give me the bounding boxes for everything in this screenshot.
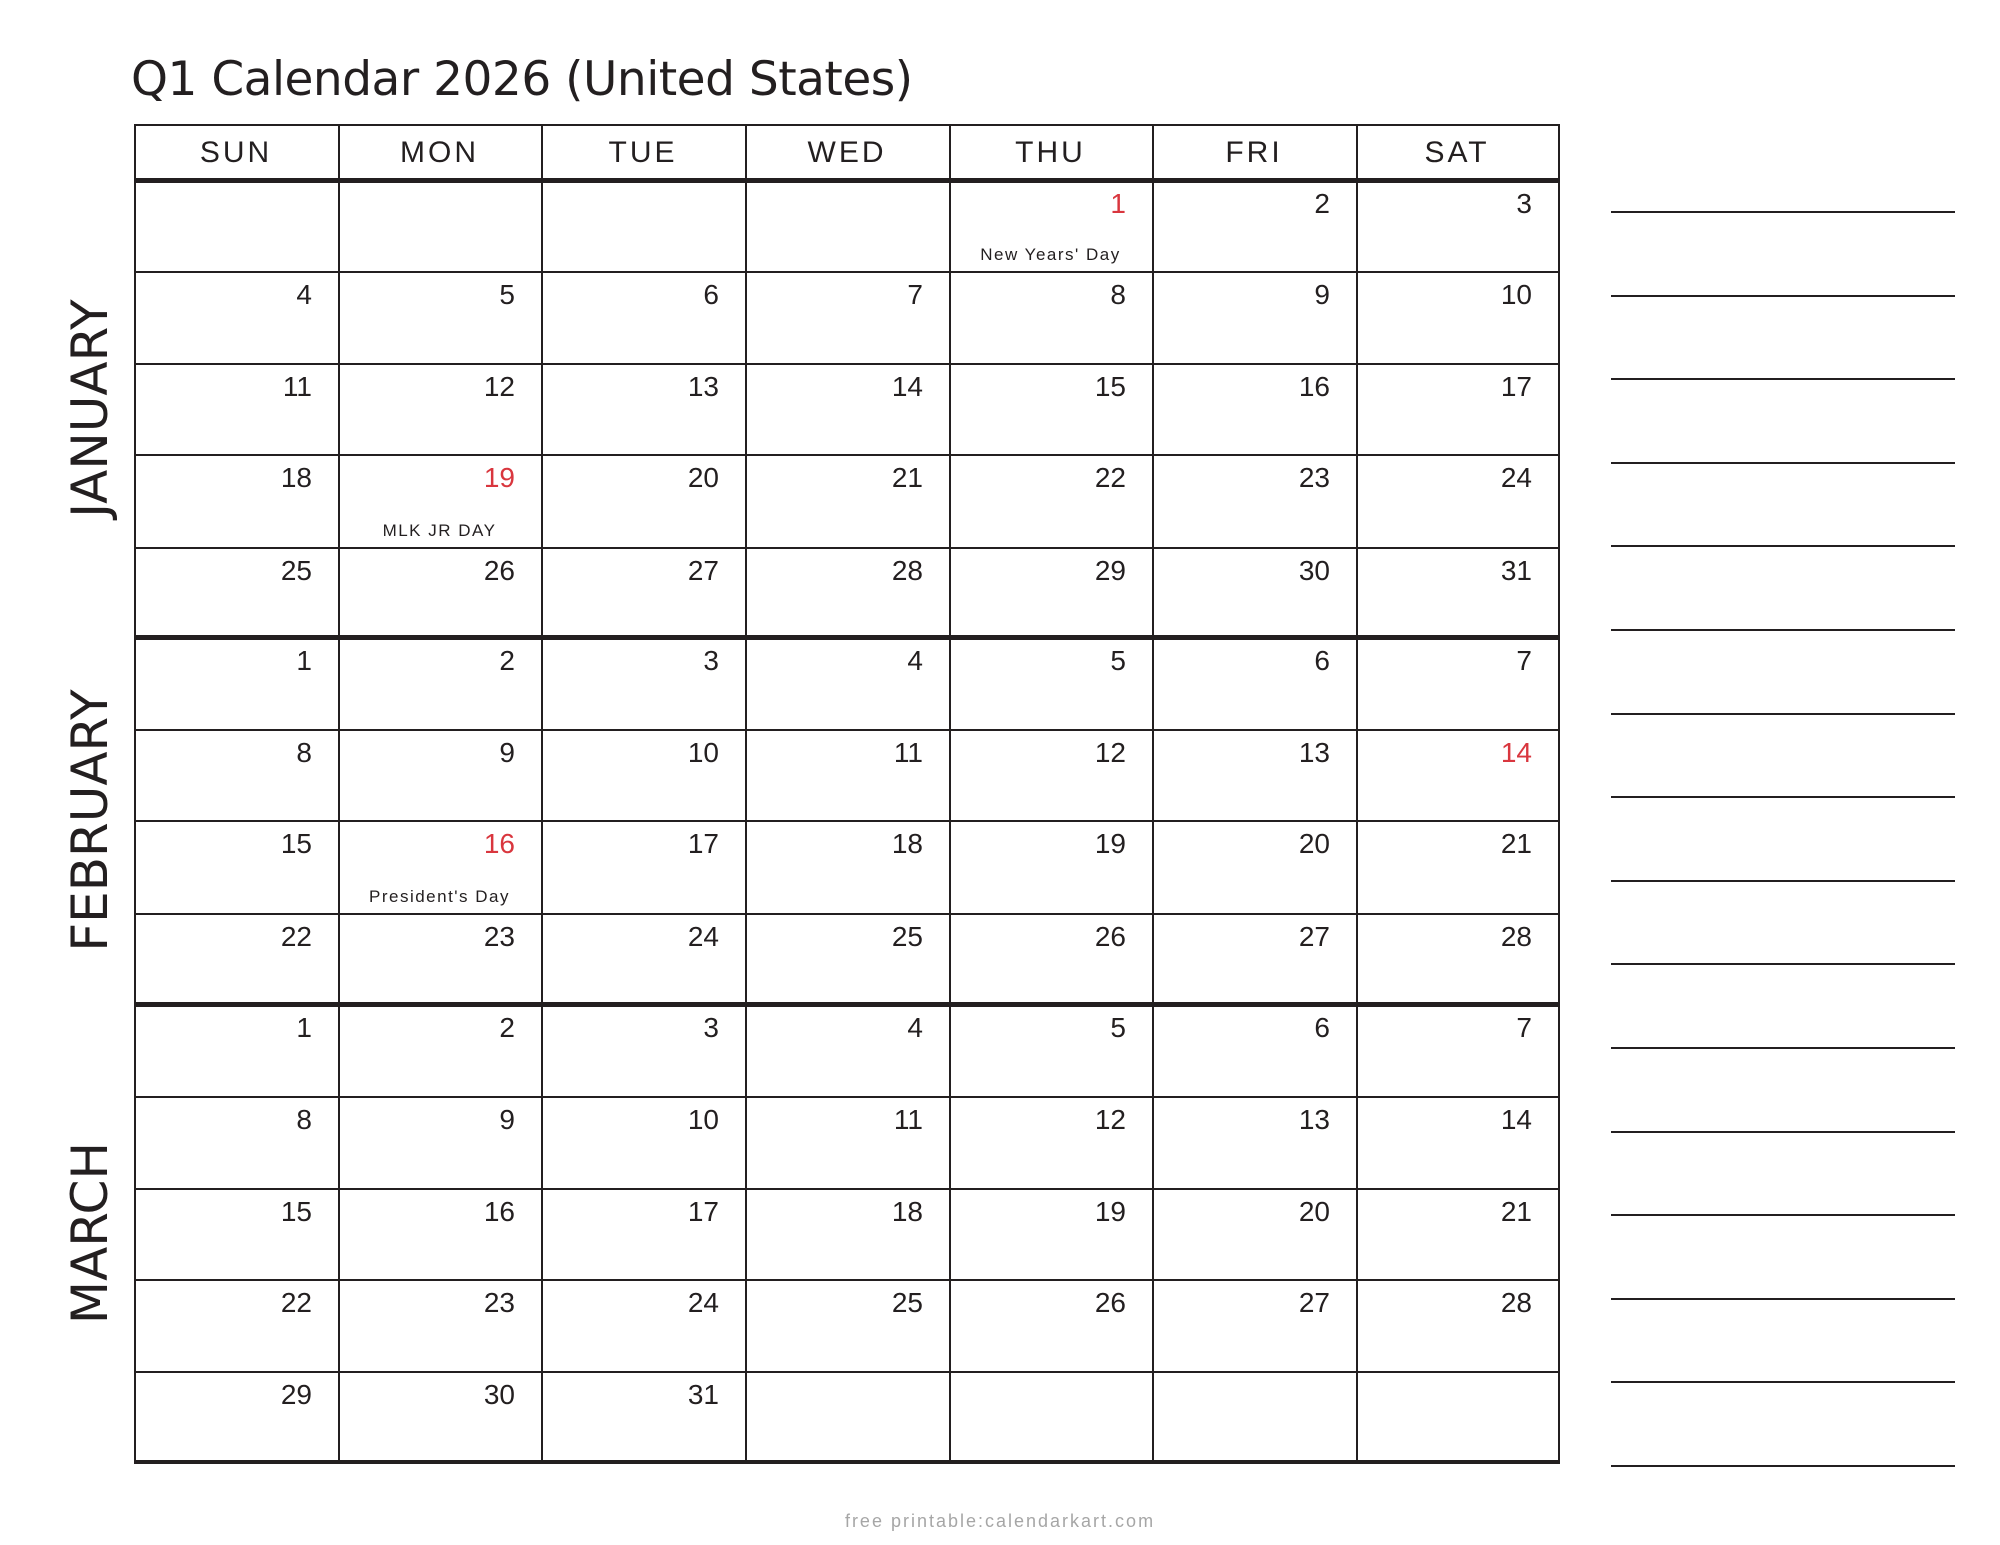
day-cell[interactable] <box>1152 547 1356 637</box>
day-number: 7 <box>1516 1012 1532 1043</box>
day-cell[interactable] <box>1356 1279 1558 1371</box>
day-cell[interactable] <box>949 454 1152 547</box>
day-number: 23 <box>483 921 515 952</box>
day-cell[interactable] <box>134 1279 338 1371</box>
day-cell[interactable] <box>949 180 1152 271</box>
day-cell[interactable] <box>338 1371 541 1462</box>
day-cell[interactable] <box>338 271 541 363</box>
day-number: 5 <box>499 279 515 310</box>
grid-column-line <box>1558 124 1560 1462</box>
holiday-day-number: 14 <box>1500 737 1532 768</box>
weekday-header-sat: SAT <box>1424 136 1490 169</box>
note-line[interactable] <box>1611 1381 1955 1383</box>
day-number: 25 <box>891 1287 923 1318</box>
day-cell[interactable] <box>1356 820 1558 913</box>
month-label-january: JANUARY <box>61 299 119 518</box>
day-cell[interactable] <box>745 271 949 363</box>
day-cell[interactable] <box>541 1096 745 1188</box>
day-cell[interactable] <box>541 547 745 637</box>
day-number: 16 <box>1298 371 1330 402</box>
weekday-header-mon: MON <box>400 136 479 169</box>
day-number: 5 <box>1110 1012 1126 1043</box>
day-cell[interactable] <box>1152 1096 1356 1188</box>
day-number: 3 <box>703 645 719 676</box>
day-cell[interactable] <box>541 454 745 547</box>
day-number: 30 <box>483 1379 515 1410</box>
day-cell[interactable] <box>745 1279 949 1371</box>
day-cell[interactable] <box>338 1279 541 1371</box>
day-number: 19 <box>1094 828 1126 859</box>
day-number: 27 <box>1298 921 1330 952</box>
day-number: 11 <box>893 1104 923 1135</box>
day-cell[interactable] <box>338 180 541 271</box>
day-number: 5 <box>1110 645 1126 676</box>
note-line[interactable] <box>1611 629 1955 631</box>
day-cell[interactable] <box>1356 913 1558 1004</box>
day-cell[interactable] <box>338 547 541 637</box>
day-number: 13 <box>1298 737 1330 768</box>
day-cell[interactable] <box>1356 547 1558 637</box>
day-cell[interactable] <box>541 913 745 1004</box>
day-number: 20 <box>1298 1196 1330 1227</box>
day-cell[interactable] <box>1152 729 1356 820</box>
day-number: 11 <box>282 371 312 402</box>
day-number: 2 <box>1314 188 1330 219</box>
holiday-label: President's Day <box>368 887 511 906</box>
note-line[interactable] <box>1611 462 1955 464</box>
day-number: 2 <box>499 645 515 676</box>
day-cell[interactable] <box>134 729 338 820</box>
day-number: 2 <box>499 1012 515 1043</box>
day-cell[interactable] <box>338 454 541 547</box>
day-number: 22 <box>280 921 312 952</box>
day-cell[interactable] <box>745 547 949 637</box>
day-cell[interactable] <box>745 454 949 547</box>
weekday-header-thu: THU <box>1015 136 1086 169</box>
day-cell[interactable] <box>338 913 541 1004</box>
day-number: 20 <box>687 462 719 493</box>
day-cell[interactable] <box>949 820 1152 913</box>
day-number: 8 <box>1110 279 1126 310</box>
day-cell[interactable] <box>134 180 338 271</box>
note-line[interactable] <box>1611 211 1955 213</box>
note-line[interactable] <box>1611 1465 1955 1467</box>
day-cell[interactable] <box>1152 820 1356 913</box>
day-number: 23 <box>483 1287 515 1318</box>
day-cell[interactable] <box>949 913 1152 1004</box>
day-cell[interactable] <box>1152 180 1356 271</box>
day-number: 15 <box>280 828 312 859</box>
day-cell[interactable] <box>541 1371 745 1462</box>
day-number: 15 <box>1094 371 1126 402</box>
holiday-day-number: 19 <box>483 462 515 493</box>
day-number: 17 <box>687 828 719 859</box>
day-number: 14 <box>891 371 923 402</box>
day-cell[interactable] <box>1152 1004 1356 1096</box>
day-number: 3 <box>703 1012 719 1043</box>
day-number: 31 <box>687 1379 719 1410</box>
day-number: 10 <box>687 737 719 768</box>
day-number: 23 <box>1298 462 1330 493</box>
day-number: 15 <box>280 1196 312 1227</box>
day-cell[interactable] <box>1152 1188 1356 1279</box>
day-number: 9 <box>499 737 515 768</box>
day-number: 28 <box>1500 1287 1532 1318</box>
day-cell[interactable] <box>541 729 745 820</box>
note-line[interactable] <box>1611 545 1955 547</box>
day-cell[interactable] <box>541 180 745 271</box>
day-number: 27 <box>1298 1287 1330 1318</box>
day-number: 18 <box>891 1196 923 1227</box>
day-number: 31 <box>1500 555 1532 586</box>
day-cell[interactable] <box>134 363 338 454</box>
note-line[interactable] <box>1611 713 1955 715</box>
day-cell[interactable] <box>541 1279 745 1371</box>
day-cell[interactable] <box>541 1188 745 1279</box>
day-cell[interactable] <box>949 1096 1152 1188</box>
day-number: 4 <box>907 645 923 676</box>
day-cell[interactable] <box>949 271 1152 363</box>
day-cell[interactable] <box>1356 1371 1558 1462</box>
day-cell[interactable] <box>745 913 949 1004</box>
day-number: 12 <box>1094 737 1126 768</box>
day-number: 29 <box>1094 555 1126 586</box>
day-number: 17 <box>1500 371 1532 402</box>
holiday-day-number: 1 <box>1110 188 1126 219</box>
day-number: 24 <box>1500 462 1532 493</box>
day-number: 28 <box>1500 921 1532 952</box>
note-line[interactable] <box>1611 378 1955 380</box>
holiday-label: MLK JR DAY <box>382 521 497 540</box>
day-number: 13 <box>687 371 719 402</box>
note-line[interactable] <box>1611 1131 1955 1133</box>
day-cell[interactable] <box>1356 1004 1558 1096</box>
day-number: 9 <box>1314 279 1330 310</box>
holiday-label: New Years' Day <box>980 245 1121 264</box>
day-number: 22 <box>1094 462 1126 493</box>
day-number: 24 <box>687 921 719 952</box>
day-cell[interactable] <box>338 1004 541 1096</box>
day-number: 8 <box>296 737 312 768</box>
day-cell[interactable] <box>338 637 541 729</box>
day-cell[interactable] <box>541 820 745 913</box>
day-number: 1 <box>296 645 312 676</box>
day-cell[interactable] <box>949 1188 1152 1279</box>
day-cell[interactable] <box>541 637 745 729</box>
day-cell[interactable] <box>1152 1371 1356 1462</box>
note-line[interactable] <box>1611 880 1955 882</box>
day-number: 8 <box>296 1104 312 1135</box>
day-number: 12 <box>1094 1104 1126 1135</box>
day-cell[interactable] <box>745 1096 949 1188</box>
day-cell[interactable] <box>1356 637 1558 729</box>
day-number: 13 <box>1298 1104 1330 1135</box>
day-number: 27 <box>687 555 719 586</box>
day-number: 12 <box>483 371 515 402</box>
day-cell[interactable] <box>1356 363 1558 454</box>
day-number: 26 <box>1094 1287 1126 1318</box>
day-number: 17 <box>687 1196 719 1227</box>
day-cell[interactable] <box>745 820 949 913</box>
day-number: 25 <box>280 555 312 586</box>
day-cell[interactable] <box>134 271 338 363</box>
day-number: 6 <box>1314 645 1330 676</box>
day-cell[interactable] <box>1152 363 1356 454</box>
day-number: 29 <box>280 1379 312 1410</box>
day-cell[interactable] <box>1152 913 1356 1004</box>
day-cell[interactable] <box>745 729 949 820</box>
day-number: 4 <box>296 279 312 310</box>
day-number: 26 <box>483 555 515 586</box>
day-cell[interactable] <box>1356 271 1558 363</box>
day-number: 16 <box>483 1196 515 1227</box>
day-cell[interactable] <box>134 913 338 1004</box>
day-number: 20 <box>1298 828 1330 859</box>
day-cell[interactable] <box>134 1188 338 1279</box>
day-number: 1 <box>296 1012 312 1043</box>
day-number: 30 <box>1298 555 1330 586</box>
day-number: 10 <box>1500 279 1532 310</box>
day-cell[interactable] <box>1152 637 1356 729</box>
weekday-header-fri: FRI <box>1225 136 1283 169</box>
day-number: 21 <box>1500 828 1532 859</box>
day-cell[interactable] <box>338 363 541 454</box>
month-label-february: FEBRUARY <box>61 689 119 952</box>
day-cell[interactable] <box>134 547 338 637</box>
day-cell[interactable] <box>745 363 949 454</box>
day-cell[interactable] <box>541 271 745 363</box>
day-cell[interactable] <box>1356 454 1558 547</box>
day-number: 24 <box>687 1287 719 1318</box>
grid-border-bottom <box>134 1460 1560 1463</box>
day-cell[interactable] <box>1152 1279 1356 1371</box>
day-number: 19 <box>1094 1196 1126 1227</box>
day-cell[interactable] <box>1356 729 1558 820</box>
month-label-march: MARCH <box>61 1141 119 1325</box>
day-cell[interactable] <box>949 729 1152 820</box>
day-cell[interactable] <box>338 1188 541 1279</box>
day-number: 21 <box>891 462 923 493</box>
day-cell[interactable] <box>1152 454 1356 547</box>
day-cell[interactable] <box>949 547 1152 637</box>
day-number: 18 <box>280 462 312 493</box>
day-number: 7 <box>907 279 923 310</box>
day-cell[interactable] <box>949 363 1152 454</box>
day-cell[interactable] <box>745 1004 949 1096</box>
day-cell[interactable] <box>949 637 1152 729</box>
day-cell[interactable] <box>949 1279 1152 1371</box>
weekday-header-sun: SUN <box>199 136 273 169</box>
day-number: 25 <box>891 921 923 952</box>
day-cell[interactable] <box>338 1096 541 1188</box>
day-cell[interactable] <box>541 363 745 454</box>
day-number: 21 <box>1500 1196 1532 1227</box>
day-cell[interactable] <box>1356 1096 1558 1188</box>
day-cell[interactable] <box>949 1371 1152 1462</box>
note-line[interactable] <box>1611 1047 1955 1049</box>
day-number: 14 <box>1500 1104 1532 1135</box>
day-cell[interactable] <box>134 1096 338 1188</box>
day-cell[interactable] <box>1356 1188 1558 1279</box>
day-cell[interactable] <box>541 1004 745 1096</box>
day-number: 9 <box>499 1104 515 1135</box>
note-line[interactable] <box>1611 1298 1955 1300</box>
weekday-header-tue: TUE <box>608 136 678 169</box>
day-cell[interactable] <box>949 1004 1152 1096</box>
day-number: 6 <box>1314 1012 1330 1043</box>
day-cell[interactable] <box>134 1371 338 1462</box>
holiday-day-number: 16 <box>483 828 515 859</box>
page-title: Q1 Calendar 2026 (United States) <box>131 52 913 107</box>
day-number: 6 <box>703 279 719 310</box>
day-number: 18 <box>891 828 923 859</box>
day-number: 11 <box>893 737 923 768</box>
weekday-header-wed: WED <box>807 136 887 169</box>
day-number: 26 <box>1094 921 1126 952</box>
day-cell[interactable] <box>134 454 338 547</box>
day-number: 3 <box>1516 188 1532 219</box>
day-number: 10 <box>687 1104 719 1135</box>
day-cell[interactable] <box>1152 271 1356 363</box>
day-cell[interactable] <box>134 637 338 729</box>
day-cell[interactable] <box>338 820 541 913</box>
note-line[interactable] <box>1611 796 1955 798</box>
footer-credit: free printable:calendarkart.com <box>844 1511 1156 1531</box>
note-line[interactable] <box>1611 963 1955 965</box>
day-cell[interactable] <box>745 1371 949 1462</box>
day-cell[interactable] <box>745 1188 949 1279</box>
day-cell[interactable] <box>134 820 338 913</box>
day-cell[interactable] <box>338 729 541 820</box>
day-number: 7 <box>1516 645 1532 676</box>
calendar-grid <box>134 124 1560 1462</box>
note-line[interactable] <box>1611 295 1955 297</box>
day-number: 4 <box>907 1012 923 1043</box>
note-line[interactable] <box>1611 1214 1955 1216</box>
day-cell[interactable] <box>745 180 949 271</box>
day-number: 22 <box>280 1287 312 1318</box>
day-cell[interactable] <box>134 1004 338 1096</box>
day-cell[interactable] <box>745 637 949 729</box>
day-cell[interactable] <box>1356 180 1558 271</box>
day-number: 28 <box>891 555 923 586</box>
